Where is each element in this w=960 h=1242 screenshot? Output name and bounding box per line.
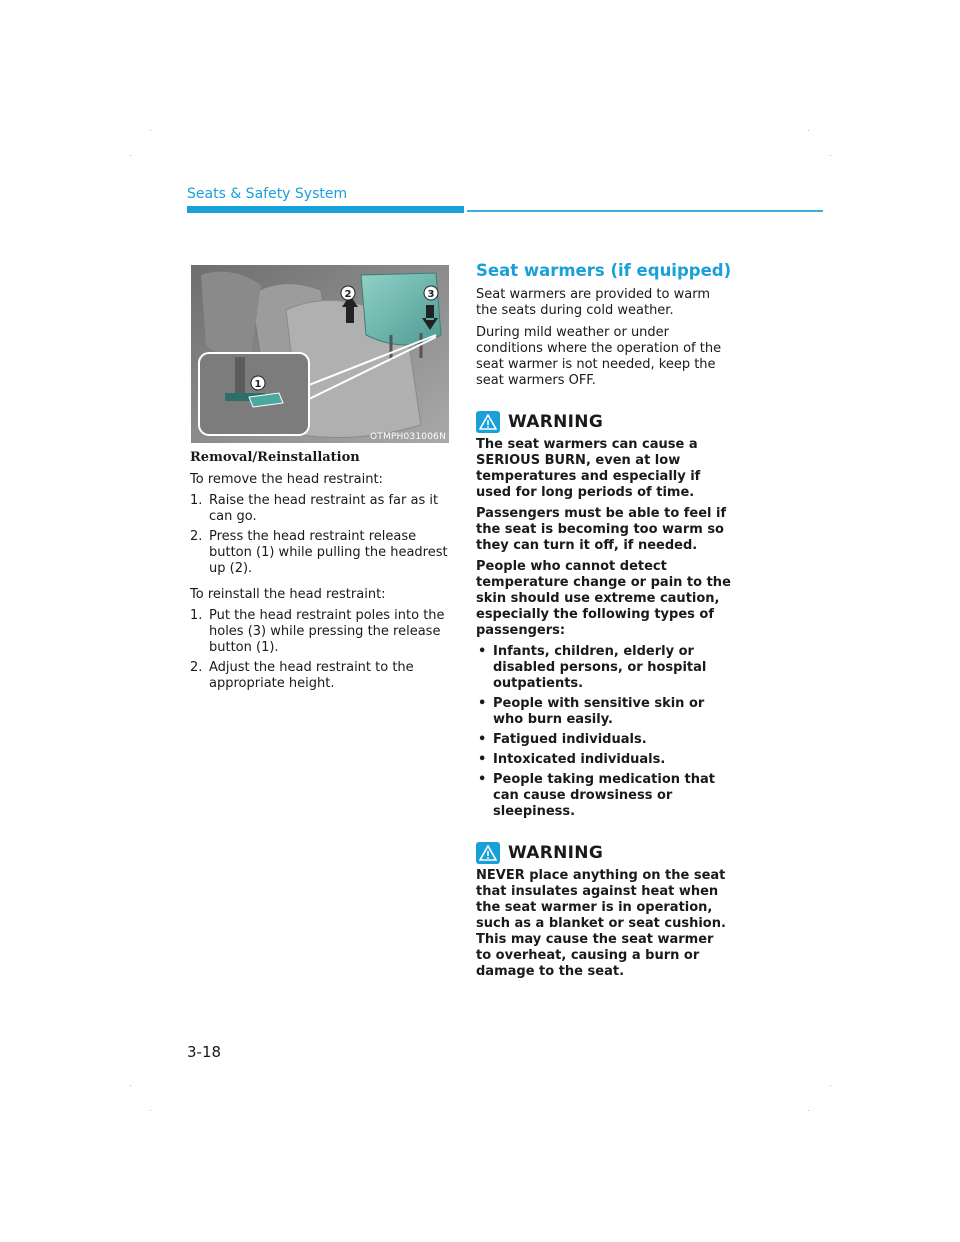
crop-mark xyxy=(130,1085,131,1086)
crop-mark xyxy=(830,155,831,156)
list-item: 2. Press the head restraint release button (1) while pulling the headrest up (2). xyxy=(190,529,448,576)
warning-paragraph: Passengers must be able to feel if the seat is becoming too warm so they can turn it off, if needed. xyxy=(476,506,727,553)
crop-mark xyxy=(130,155,131,156)
section-header-title: Seats & Safety System xyxy=(187,186,348,202)
remove-intro: To remove the head restraint: xyxy=(190,472,383,487)
crop-mark xyxy=(830,1085,831,1086)
crop-mark xyxy=(808,130,809,131)
list-item: • Infants, children, elderly or disabled persons, or hospital outpatients. xyxy=(476,644,732,692)
head-restraint-illustration xyxy=(191,265,449,443)
reinstall-intro: To reinstall the head restraint: xyxy=(190,587,386,602)
warning-body xyxy=(476,437,732,820)
passenger-types-list xyxy=(476,644,732,820)
warning-label: WARNING xyxy=(508,843,604,863)
warning-body xyxy=(476,868,732,980)
callout-1: 1 xyxy=(254,379,262,390)
list-item: 2. Adjust the head restraint to the appropriate height. xyxy=(190,660,414,691)
warning-paragraph: People who cannot detect temperature change or pain to the skin should use extreme caution, especially the following types of passengers: xyxy=(476,559,731,638)
remove-steps xyxy=(190,493,452,577)
warning-header xyxy=(476,411,732,433)
mild-weather-paragraph: During mild weather or under conditions where the operation of the seat warmer is not needed, keep the seat warmers OFF. xyxy=(476,325,722,388)
header-rule-thin xyxy=(467,210,823,212)
list-item: • Fatigued individuals. xyxy=(476,732,732,748)
warning-paragraph: NEVER place anything on the seat that insulates against heat when the seat warmer is in operation, such as a blanket or seat cushion. This may cause the seat warmer to overheat, causing a burn or damage to the seat. xyxy=(476,868,726,979)
warning-triangle-icon xyxy=(476,411,500,433)
callout-2: 2 xyxy=(344,289,352,300)
warning-triangle-icon xyxy=(476,842,500,864)
crop-mark xyxy=(150,1110,151,1111)
subheading: Removal/Reinstallation xyxy=(190,450,360,465)
warning-paragraph: The seat warmers can cause a SERIOUS BURN, even at low temperatures and especially if used for long periods of time. xyxy=(476,437,701,500)
header-rule-accent xyxy=(187,206,464,213)
list-item: • Intoxicated individuals. xyxy=(476,752,732,768)
list-item: 1. Raise the head restraint as far as it can go. xyxy=(190,493,439,524)
section-title: Seat warmers (if equipped) xyxy=(476,261,732,280)
crop-mark xyxy=(150,130,151,131)
list-item: • People taking medication that can cause drowsiness or sleepiness. xyxy=(476,772,732,820)
callout-3: 3 xyxy=(427,289,435,300)
warning-label: WARNING xyxy=(508,412,604,432)
intro-paragraph: Seat warmers are provided to warm the seats during cold weather. xyxy=(476,287,710,318)
reinstall-steps xyxy=(190,608,452,692)
crop-mark xyxy=(808,1110,809,1111)
list-item: 1. Put the head restraint poles into the holes (3) while pressing the release button (1). xyxy=(190,608,445,655)
right-column xyxy=(476,263,732,985)
warning-header xyxy=(476,842,732,864)
list-item: • People with sensitive skin or who burn easily. xyxy=(476,696,732,728)
left-column xyxy=(190,450,452,702)
figure-code: OTMPH031006N xyxy=(369,432,446,442)
page-number: 3-18 xyxy=(187,1043,222,1061)
